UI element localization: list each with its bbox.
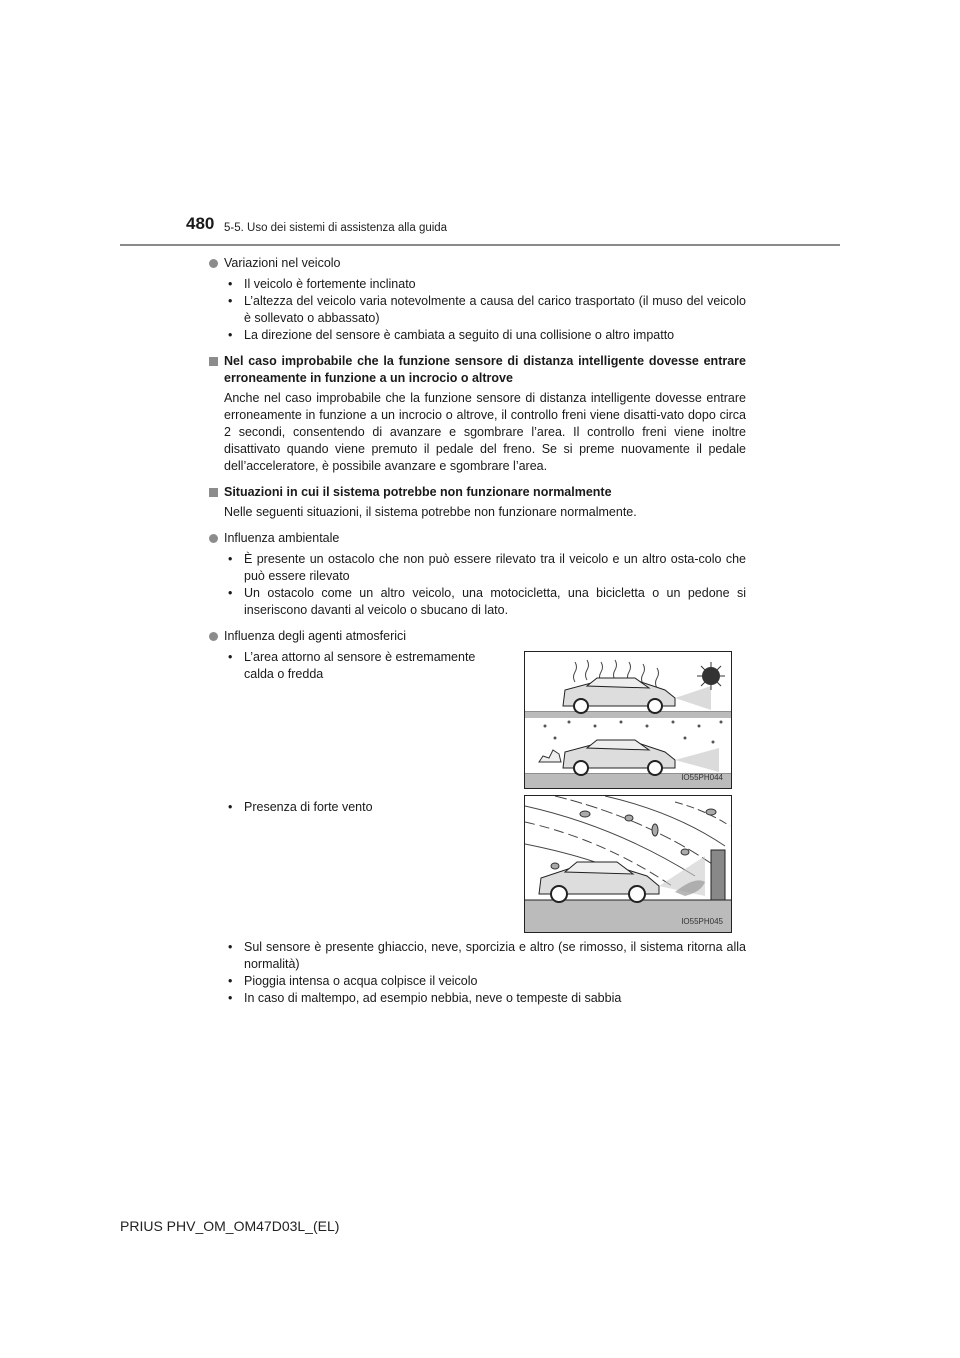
header-divider [120,244,840,246]
figure-text [206,799,496,816]
list-item: • Sul sensore è presente ghiaccio, neve, sporcizia e altro (se rimosso, il sistema ritorna alla normalità) [206,939,746,973]
list-item: • È presente un ostacolo che non può essere rilevato tra il veicolo e un altro osta-colo che può essere rilevato [206,551,746,585]
vehicle-list [206,276,746,344]
section-title: 5-5. Uso dei sistemi di assistenza alla guida [224,222,448,234]
figure-text [206,649,496,683]
vehicle-heading: Variazioni nel veicolo [206,255,746,272]
figure-label: IO55PH044 [681,773,723,782]
weather-list [206,939,746,1007]
list-item: • Il veicolo è fortemente inclinato [206,276,746,293]
list-item: • Un ostacolo come un altro veicolo, una motocicletta, una bicicletta o un pedone si inseriscono davanti al veicolo o sbucano di lato. [206,585,746,619]
page-content [206,255,746,1007]
intersection-text: Anche nel caso improbabile che la funzione sensore di distanza intelligente dovesse entrare erroneamente in funzione a un incrocio o altrove, il controllo freni viene disatti-vato dopo circa 2 secondi, consentendo di avanzare e sgombrare l’area. Il controllo freni viene inoltre disattivato quando viene premuto il pedale del freno. Se si preme nuovamente il pedale dell’acceleratore, è possibile avanzare e sgombrare l’area. [224,391,746,473]
abnormal-text: Nelle seguenti situazioni, il sistema potrebbe non funzionare normalmente. [224,505,637,519]
list-item: • Pioggia intensa o acqua colpisce il veicolo [206,973,746,990]
page-number: 480 [186,214,215,233]
abnormal-heading: Situazioni in cui il sistema potrebbe non funzionare normalmente [206,484,746,501]
weather-heading: Influenza degli agenti atmosferici [206,628,746,645]
list-item: • L’area attorno al sensore è estremamente calda o fredda [206,649,496,683]
wind-car-illustration [525,796,731,932]
figure-row-temperature [206,649,746,799]
figure-label: IO55PH045 [681,917,723,926]
list-item: • L’altezza del veicolo varia notevolmente a causa del carico trasportato (il muso del veicolo è sollevato o abbassato) [206,293,746,327]
list-item: • La direzione del sensore è cambiata a seguito di una collisione o altro impatto [206,327,746,344]
env-heading: Influenza ambientale [206,530,746,547]
env-list [206,551,746,619]
intersection-heading: Nel caso improbabile che la funzione sensore di distanza intelligente dovesse entrare erroneamente in funzione a un incrocio o altrove [206,353,746,387]
figure-temperature [524,651,732,789]
list-item: • Presenza di forte vento [206,799,496,816]
doc-code: PRIUS PHV_OM_OM47D03L_(EL) [120,1218,340,1234]
list-item: • In caso di maltempo, ad esempio nebbia, neve o tempeste di sabbia [206,990,746,1007]
figure-wind [524,795,732,933]
hot-cold-car-illustration [525,652,731,788]
figure-row-wind [206,799,746,939]
